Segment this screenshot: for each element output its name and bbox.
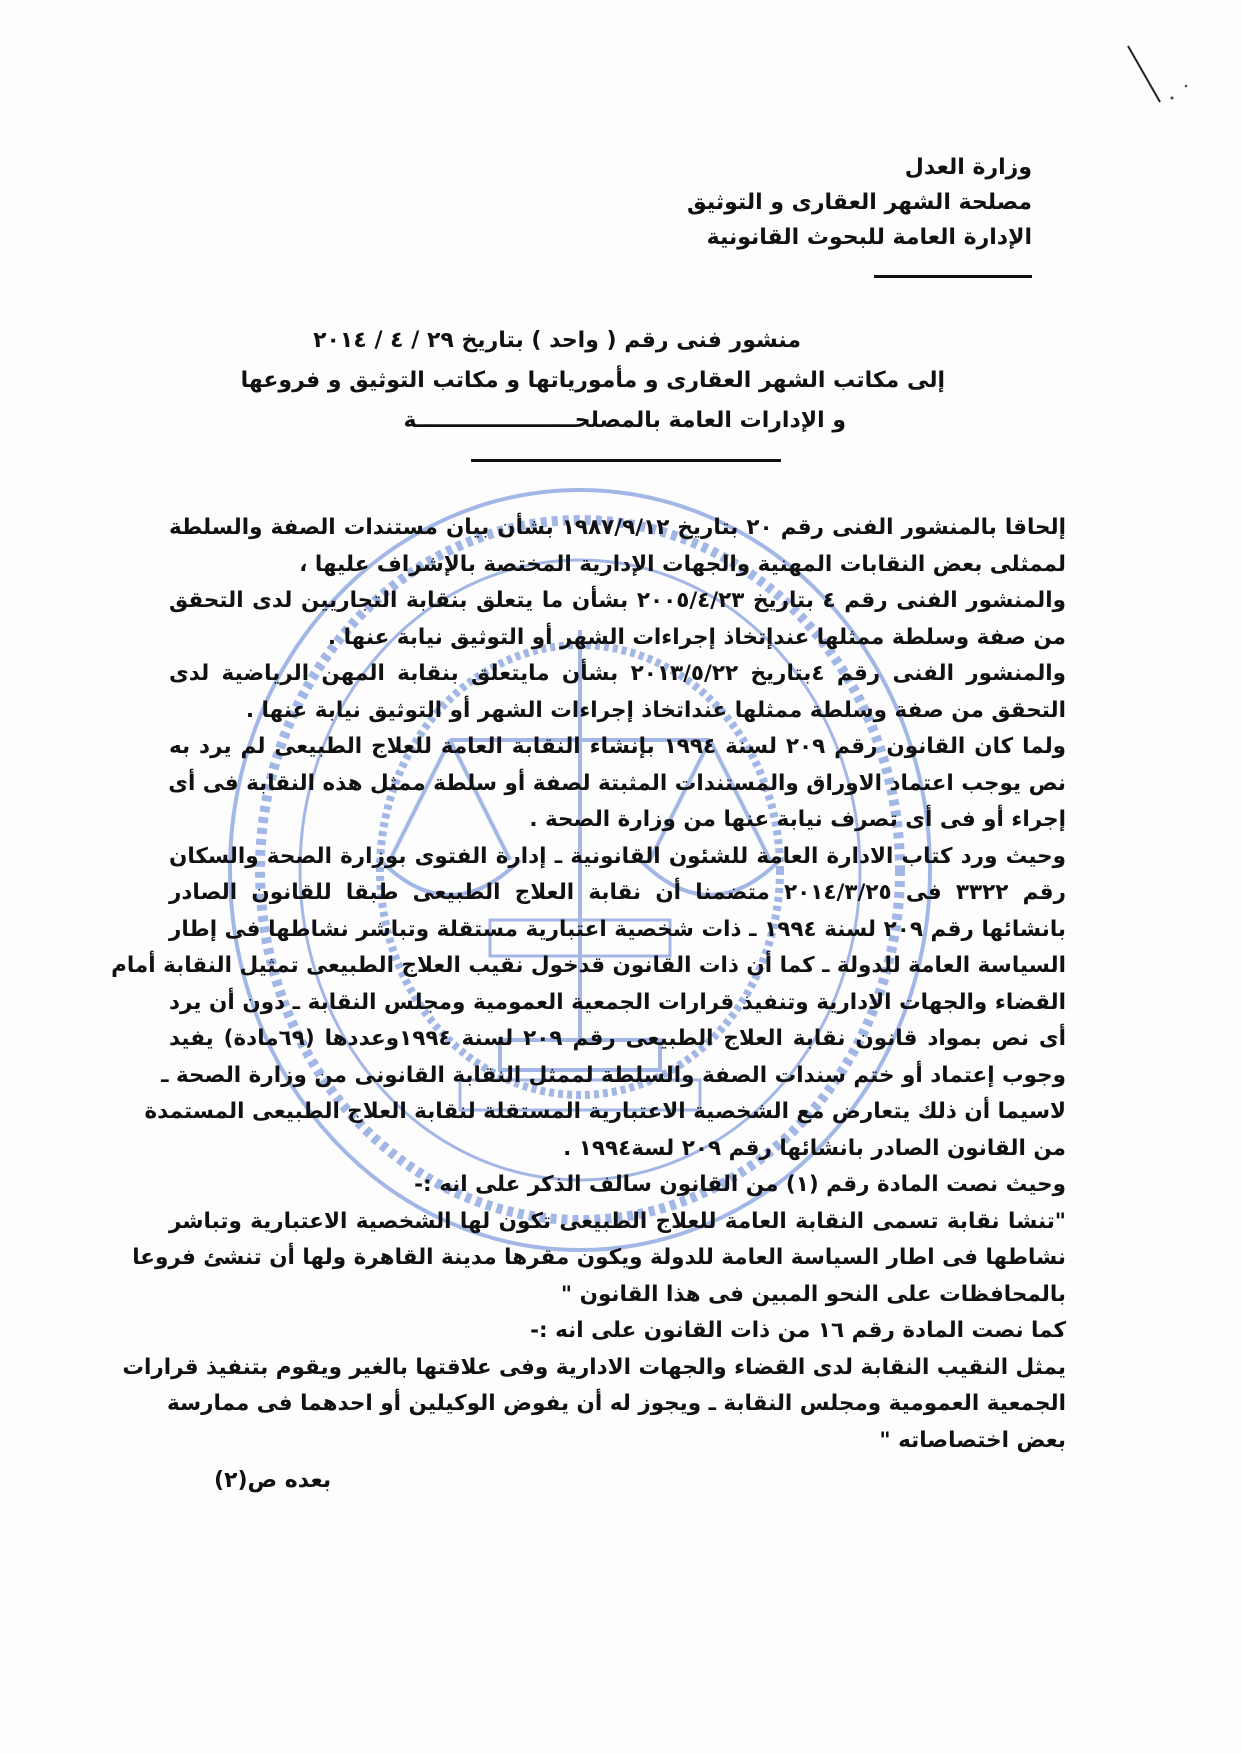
body-line: نص يوجب اعتماد الاوراق والمستندات المثبتة لصفة أو سلطة ممثل هذه النقابة فى أى	[168, 770, 1066, 796]
circular-rule	[471, 459, 781, 462]
body-line: من صفة وسلطة ممثلها عندإتخاذ إجراءات الشهر أو التوثيق نيابة عنها .	[327, 624, 1066, 650]
body-line: القضاء والجهات الادارية وتنفيذ قرارات الجمعية العمومية ومجلس النقابة ـ دون أن يرد	[169, 989, 1066, 1015]
letterhead-rule	[874, 275, 1032, 278]
body-line: والمنشور الفنى رقم ٤بتاريخ ٢٠١٣/٥/٢٢ بشأن مايتعلق بنقابة المهن الرياضية لدى	[169, 661, 1067, 686]
body-line: أى نص بمواد قانون نقابة العلاج الطبيعى رقم ٢٠٩ لسنة ١٩٩٤وعددها (٦٩مادة) يفيد	[169, 1026, 1066, 1051]
body-line: لاسيما أن ذلك يتعارض مع الشخصية الاعتبارية المستقلة لنقابة العلاج الطبيعى المستمدة	[144, 1099, 1066, 1124]
department-name: مصلحة الشهر العقارى و التوثيق	[687, 190, 1032, 215]
body-line: إجراء أو فى أى تصرف نيابة عنها من وزارة الصحة .	[529, 807, 1066, 832]
body-line: من القانون الصادر بانشائها رقم ٢٠٩ لسة١٩٩٤ .	[563, 1135, 1066, 1161]
body-line: "تنشا نقابة تسمى النقابة العامة للعلاج الطبيعى تكون لها الشخصية الاعتبارية وتباشر	[169, 1208, 1066, 1234]
directorate-name: الإدارة العامة للبحوث القانونية	[706, 225, 1032, 250]
body-line: والمنشور الفنى رقم ٤ بتاريخ ٢٠٠٥/٤/٢٣ بشأن ما يتعلق بنقابة التجاريين لدى التحقق	[169, 588, 1066, 613]
circular-recipients-2: و الإدارات العامة بالمصلحـــــــــــــــــــــة	[403, 408, 846, 433]
body-line: بانشائها رقم ٢٠٩ لسنة ١٩٩٤ ـ ذات شخصية اعتبارية مستقلة وتباشر نشاطها فى إطار	[169, 916, 1066, 942]
body-line: وحيث ورد كتاب الادارة العامة للشئون القانونية ـ إدارة الفتوى بوزارة الصحة والسكان	[169, 843, 1066, 869]
handwritten-mark	[1120, 40, 1200, 120]
body-line: كما نصت المادة رقم ١٦ من ذات القانون على انه :-	[530, 1318, 1066, 1343]
circular-number: منشور فنى رقم ( واحد ) بتاريخ ٢٩ / ٤ / ٢٠١٤	[313, 328, 801, 353]
body-line: رقم ٣٣٢٢ فى ٢٠١٤/٣/٢٥ متضمنا أن نقابة العلاج الطبيعى طبقا للقانون الصادر	[169, 880, 1066, 905]
ministry-name: وزارة العدل	[904, 155, 1032, 180]
letterhead	[687, 150, 1032, 255]
body-line: بعض اختصاصاته "	[879, 1427, 1066, 1453]
body-line: ولما كان القانون رقم ٢٠٩ لسنة ١٩٩٤ بإنشاء النقابة العامة للعلاج الطبيعى لم يرد به	[169, 734, 1067, 759]
body-line: السياسة العامة للدولة ـ كما أن ذات القانون قدخول نقيب العلاج الطبيعى تمثيل النقابة أمام	[111, 953, 1066, 978]
body-line: يمثل النقيب النقابة لدى القضاء والجهات الادارية وفى علاقتها بالغير ويقوم بتنفيذ قرارات	[122, 1354, 1066, 1380]
body-line: التحقق من صفة وسلطة ممثلها عنداتخاذ إجراءات الشهر أو التوثيق نيابة عنها .	[245, 697, 1066, 723]
body-line: بالمحافظات على النحو المبين فى هذا القانون "	[560, 1281, 1066, 1307]
body-line: وجوب إعتماد أو ختم سندات الصفة والسلطة لممثل النقابة القانونى من وزارة الصحة ـ	[161, 1062, 1066, 1088]
document-body	[111, 510, 1067, 1459]
body-line: إلحاقا بالمنشور الفنى رقم ٢٠ بتاريخ ١٩٨٧/٩/١٢ بشأن بيان مستندات الصفة والسلطة	[169, 515, 1067, 540]
continued-note: بعده ص(٢)	[214, 1468, 332, 1493]
body-line: الجمعية العمومية ومجلس النقابة ـ ويجوز له أن يفوض الوكيلين أو احدهما فى ممارسة	[166, 1391, 1066, 1416]
circular-recipients: إلى مكاتب الشهر العقارى و مأمورياتها و مكاتب التوثيق و فروعها	[240, 368, 945, 393]
body-line: لممثلى بعض النقابات المهنية والجهات الإدارية المختصة بالإشراف عليها ،	[299, 551, 1066, 577]
body-line: نشاطها فى اطار السياسة العامة للدولة ويكون مقرها مدينة القاهرة ولها أن تنشئ فروعا	[132, 1245, 1066, 1270]
body-line: وحيث نصت المادة رقم (١) من القانون سالف الذكر على انه :-	[414, 1172, 1066, 1197]
